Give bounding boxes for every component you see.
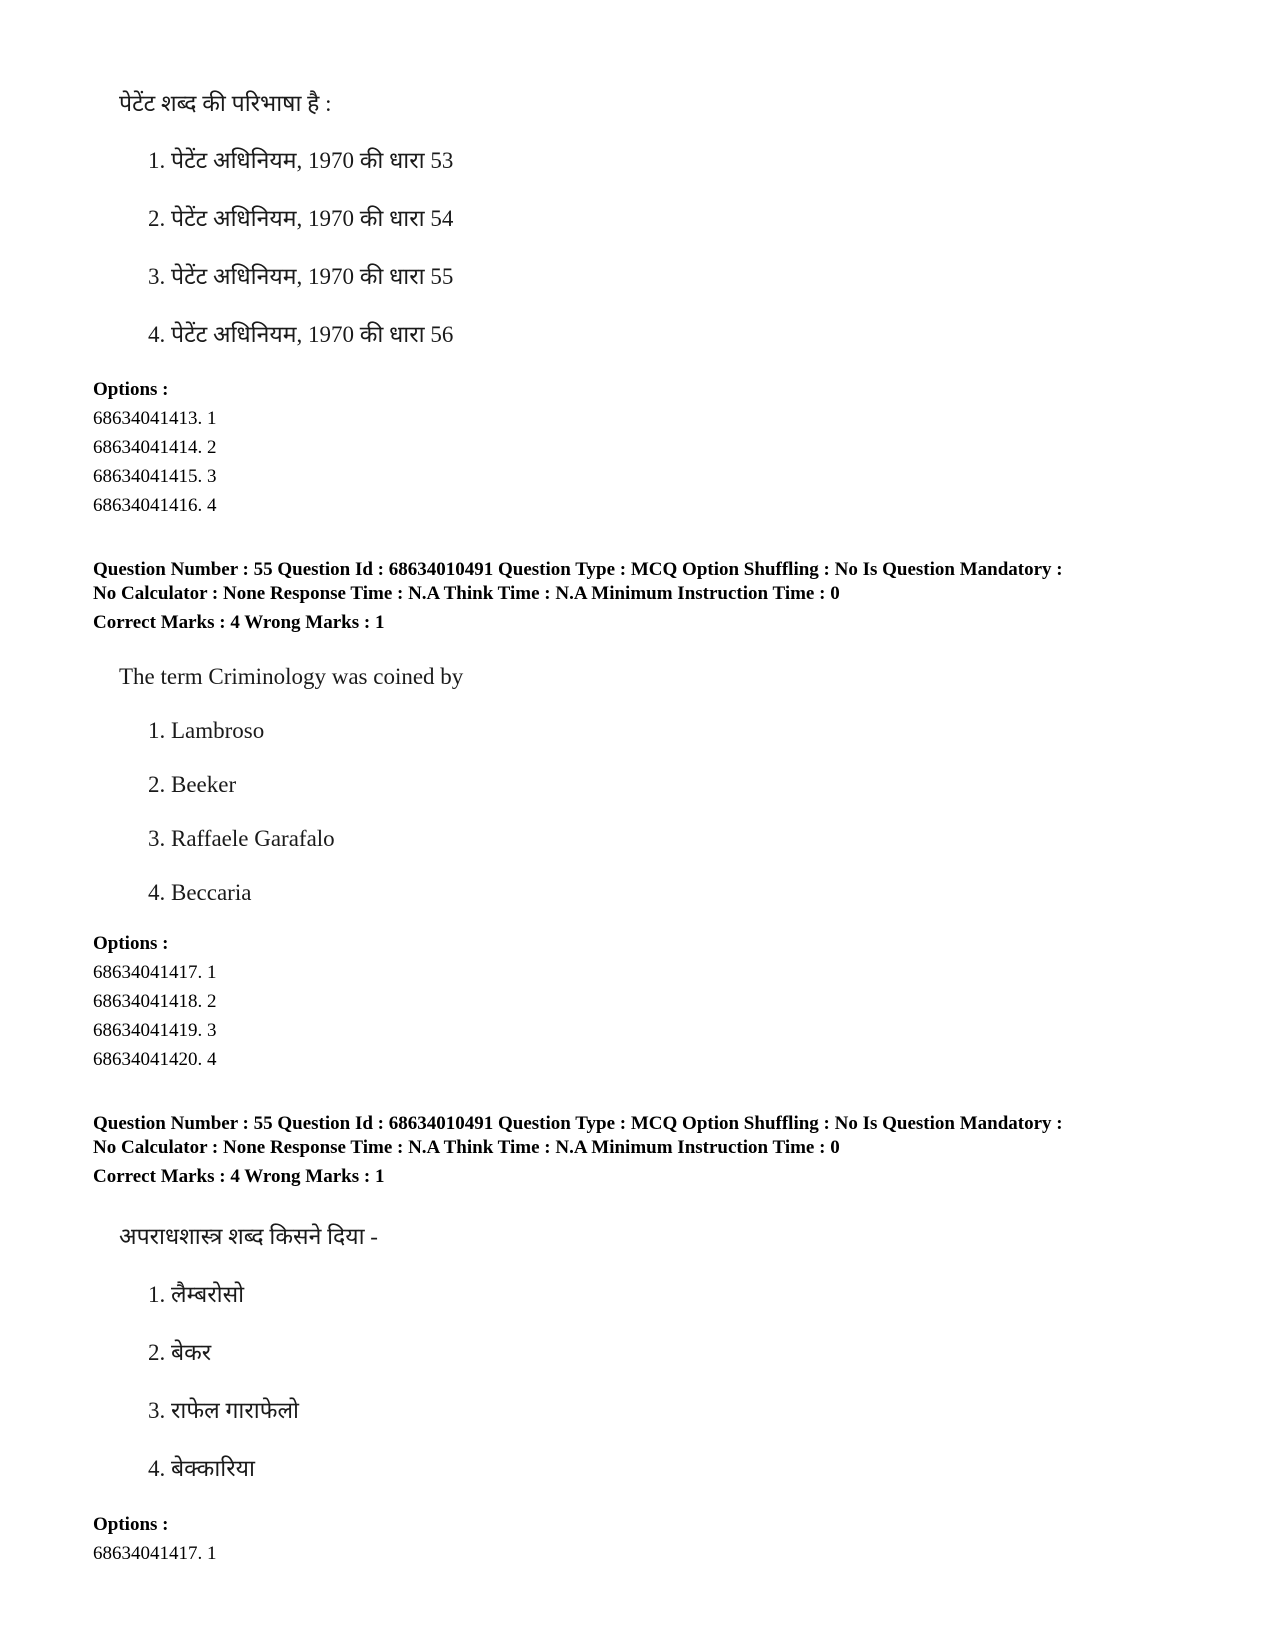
question-choice: 1. पेटेंट अधिनियम, 1970 की धारा 53	[148, 148, 454, 173]
question-stem: The term Criminology was coined by	[119, 664, 464, 689]
options-heading: Options :	[93, 379, 169, 400]
question-choice: 2. पेटेंट अधिनियम, 1970 की धारा 54	[148, 206, 454, 231]
options-heading: Options :	[93, 933, 169, 954]
question-choice: 4. बेक्कारिया	[148, 1456, 255, 1481]
question-meta: Question Number : 55 Question Id : 68634010491 Question Type : MCQ Option Shuffling : No Is Question Mandatory :	[93, 1113, 1063, 1134]
option-line: 68634041420. 4	[93, 1049, 217, 1070]
option-line: 68634041415. 3	[93, 466, 217, 487]
option-line: 68634041416. 4	[93, 495, 217, 516]
question-choice: 3. Raffaele Garafalo	[148, 826, 335, 851]
option-line: 68634041418. 2	[93, 991, 217, 1012]
question-meta: No Calculator : None Response Time : N.A Think Time : N.A Minimum Instruction Time : 0	[93, 583, 840, 604]
option-line: 68634041413. 1	[93, 408, 217, 429]
question-choice: 4. पेटेंट अधिनियम, 1970 की धारा 56	[148, 322, 454, 347]
question-choice: 3. राफेल गाराफेलो	[148, 1398, 299, 1423]
question-choice: 4. Beccaria	[148, 880, 252, 905]
question-choice: 2. Beeker	[148, 772, 237, 797]
question-choice: 1. लैम्बरोसो	[148, 1282, 245, 1307]
option-line: 68634041419. 3	[93, 1020, 217, 1041]
question-choice: 1. Lambroso	[148, 718, 265, 743]
option-line: 68634041417. 1	[93, 962, 217, 983]
question-choice: 3. पेटेंट अधिनियम, 1970 की धारा 55	[148, 264, 454, 289]
question-marks: Correct Marks : 4 Wrong Marks : 1	[93, 612, 385, 633]
question-stem: अपराधशास्त्र शब्द किसने दिया -	[119, 1224, 378, 1249]
question-choice: 2. बेकर	[148, 1340, 212, 1365]
option-line: 68634041417. 1	[93, 1543, 217, 1564]
question-marks: Correct Marks : 4 Wrong Marks : 1	[93, 1166, 385, 1187]
question-stem: पेटेंट शब्द की परिभाषा है :	[119, 91, 332, 116]
question-meta: Question Number : 55 Question Id : 68634010491 Question Type : MCQ Option Shuffling : No Is Question Mandatory :	[93, 559, 1063, 580]
option-line: 68634041414. 2	[93, 437, 217, 458]
question-meta: No Calculator : None Response Time : N.A Think Time : N.A Minimum Instruction Time : 0	[93, 1137, 840, 1158]
options-heading: Options :	[93, 1514, 169, 1535]
